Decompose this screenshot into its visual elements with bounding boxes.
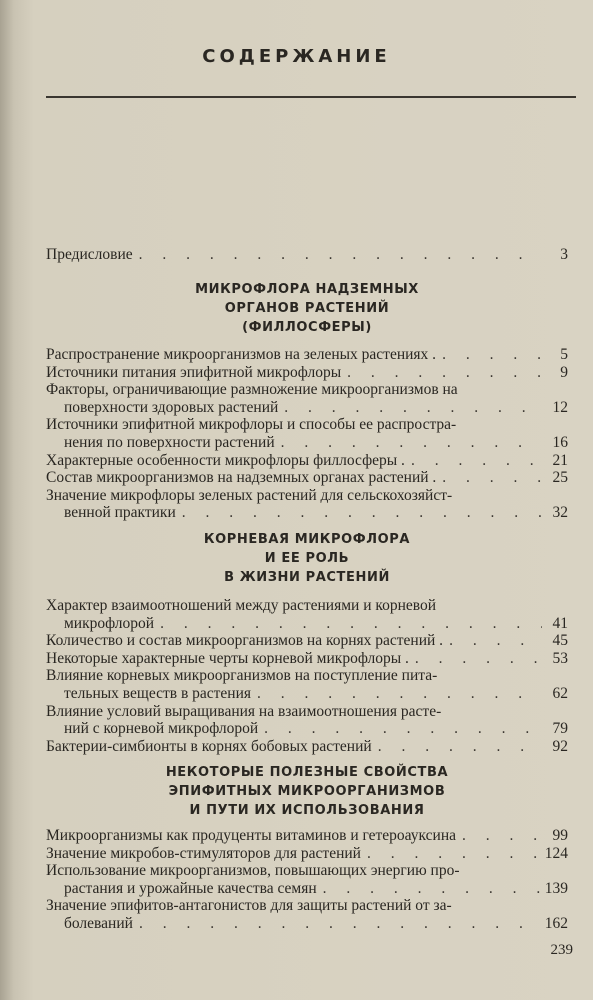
toc-entry-text: Значение микрофлоры зеленых растений для сельскохозяйст- [46, 486, 453, 504]
toc-entry[interactable] [46, 897, 568, 932]
dot-leader [436, 469, 542, 487]
toc-page-number: 79 [552, 720, 568, 738]
dot-leader [405, 452, 542, 470]
toc-page-number: 32 [552, 504, 568, 522]
section-heading-line: КОРНЕВАЯ МИКРОФЛОРА [203, 532, 411, 547]
toc-entry[interactable] [46, 487, 568, 522]
toc-entry[interactable] [46, 416, 568, 451]
toc-entry[interactable] [46, 381, 568, 416]
toc-entry[interactable] [46, 845, 568, 863]
toc-entry-text: тельных веществ в растения [64, 684, 252, 702]
toc-entry-text: Бактерии-симбионты в корнях бобовых растений [46, 737, 372, 755]
toc-entry-text: Факторы, ограничивающие размножение микроорганизмов на [46, 381, 458, 399]
toc-page-number: 9 [560, 363, 568, 381]
toc-entry-preface[interactable] [46, 246, 568, 264]
section-heading [46, 530, 568, 587]
toc-entry-text: Характерные особенности микрофлоры филлосферы . [46, 451, 405, 469]
toc-entry-text: болеваний [64, 914, 133, 932]
dot-leader [258, 720, 542, 738]
toc-entry-text: микрофлорой [64, 614, 155, 632]
toc-entry[interactable] [46, 827, 568, 845]
page-number: 239 [550, 942, 573, 958]
toc-entry[interactable] [46, 650, 568, 668]
toc-entry-text: Количество и состав микроорганизмов на корнях растений . [46, 632, 444, 650]
section-heading-line: (ФИЛЛОСФЕРЫ) [242, 320, 372, 335]
toc-entry[interactable] [46, 346, 568, 364]
section-heading-line: МИКРОФЛОРА НАДЗЕМНЫХ [195, 282, 419, 297]
toc-page-number: 5 [560, 346, 568, 363]
toc-entry-text: Влияние корневых микроорганизмов на поступление пита- [46, 667, 438, 685]
toc-page-number: 25 [552, 469, 568, 487]
toc-entry-text: Распространение микроорганизмов на зеленых растениях . [46, 346, 437, 363]
toc-page-number: 99 [552, 827, 568, 844]
section-heading-line: ОРГАНОВ РАСТЕНИЙ [224, 301, 390, 316]
section-heading-line: И ПУТИ ИХ ИСПОЛЬЗОВАНИЯ [189, 803, 425, 818]
toc-page-number: 53 [552, 649, 568, 667]
dot-leader [436, 346, 542, 364]
toc-entry-text: Источники эпифитной микрофлоры и способы ее распростра- [46, 416, 457, 434]
toc-entry-text: нения по поверхности растений [64, 433, 275, 451]
section-heading [46, 763, 568, 820]
dot-leader [278, 399, 542, 417]
toc-entry[interactable] [46, 469, 568, 487]
toc-entry[interactable] [46, 597, 568, 632]
dot-leader [133, 246, 542, 264]
dot-leader [409, 650, 542, 668]
page-title: СОДЕРЖАНИЕ [202, 46, 391, 67]
toc-page-number: 92 [552, 737, 568, 755]
toc-page-number: 45 [552, 632, 568, 650]
toc-entry-text: поверхности здоровых растений [64, 398, 279, 416]
toc-entry[interactable] [46, 364, 568, 382]
dot-leader [133, 915, 542, 933]
section-heading-line: И ЕЕ РОЛЬ [264, 551, 350, 566]
dot-leader [176, 504, 542, 522]
toc-page-number: 12 [552, 398, 568, 416]
section-heading-line: НЕКОТОРЫЕ ПОЛЕЗНЫЕ СВОЙСТВА [165, 765, 449, 780]
toc-entry[interactable] [46, 862, 568, 897]
dot-leader [154, 615, 542, 633]
toc-entry-text: ний с корневой микрофлорой [64, 720, 259, 738]
toc-entry-text: Микроорганизмы как продуценты витаминов и гетероауксина [46, 827, 457, 844]
dot-leader [317, 880, 542, 898]
toc-entry-text: растания и урожайные качества семян [64, 879, 317, 897]
toc-entry-text: Источники питания эпифитной микрофлоры [46, 363, 342, 381]
title-rule [46, 96, 576, 98]
toc-entry-text: Характер взаимоотношений между растениями и корневой [46, 597, 437, 614]
section-heading-line: В ЖИЗНИ РАСТЕНИЙ [224, 570, 390, 585]
toc-entry-text: Состав микроорганизмов на надземных органах растений . [46, 469, 437, 487]
toc-page-number: 162 [544, 914, 568, 932]
dot-leader [361, 845, 542, 863]
toc-entry-text: Значение микробов-стимуляторов для растений [46, 844, 361, 862]
toc-page-number: 41 [552, 614, 568, 632]
toc-entry[interactable] [46, 738, 568, 756]
dot-leader [372, 738, 542, 756]
toc-entry-text: Использование микроорганизмов, повышающих энергию про- [46, 862, 460, 880]
toc-page-number: 139 [544, 879, 568, 897]
section-heading [46, 280, 568, 337]
toc-page-number: 62 [552, 684, 568, 702]
toc-entry-text: Значение эпифитов-антагонистов для защиты растений от за- [46, 897, 452, 915]
toc-entry[interactable] [46, 452, 568, 470]
toc-entry-text: Предисловие [46, 246, 133, 263]
dot-leader [443, 632, 542, 650]
toc-entry-text: Влияние условий выращивания на взаимоотношения расте- [46, 702, 442, 720]
toc-page-number: 21 [552, 451, 568, 469]
toc-entry[interactable] [46, 703, 568, 738]
dot-leader [275, 434, 542, 452]
section-heading-line: ЭПИФИТНЫХ МИКРООРГАНИЗМОВ [168, 784, 446, 799]
dot-leader [251, 685, 542, 703]
toc-page-number: 124 [544, 844, 568, 862]
toc-entry[interactable] [46, 632, 568, 650]
dot-leader [341, 364, 542, 382]
toc-page-number: 3 [560, 246, 568, 263]
toc-entry[interactable] [46, 667, 568, 702]
toc-page-number: 16 [552, 433, 568, 451]
toc-entry-text: венной практики [64, 504, 176, 522]
toc-entry-text: Некоторые характерные черты корневой микрофлоры . [46, 649, 409, 667]
dot-leader [456, 827, 542, 845]
